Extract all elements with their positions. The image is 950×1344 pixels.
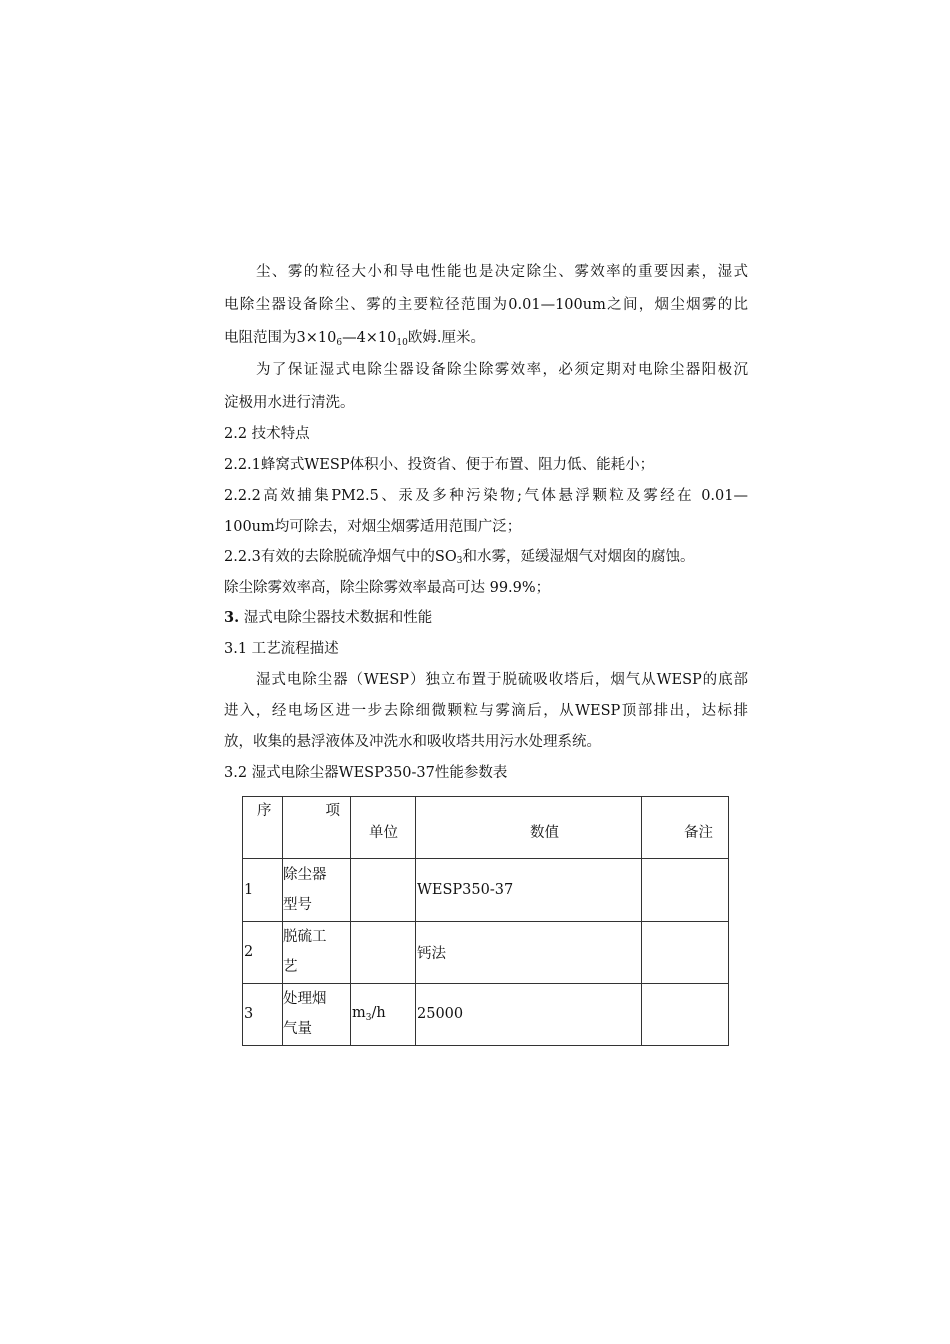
table-header-row bbox=[243, 797, 729, 859]
row-item-line-2: 型号 bbox=[283, 896, 312, 913]
header-item-cell bbox=[283, 797, 351, 859]
row-seq: 1 bbox=[244, 881, 254, 898]
header-seq: 序 bbox=[257, 803, 272, 819]
header-note-cell bbox=[642, 797, 729, 859]
row-item-line-1: 脱硫工 bbox=[283, 929, 327, 946]
list-item-2-2-3-line-2: 除尘除雾效率高，除尘除雾效率最高可达 99.9%； bbox=[224, 580, 551, 596]
list-item-2-2-1: 2.2.1蜂窝式WESP体积小、投资省、便于布置、阻力低、能耗小； bbox=[224, 457, 655, 473]
row-value: WESP350-37 bbox=[417, 881, 514, 898]
header-seq-cell bbox=[243, 797, 283, 859]
row-seq: 2 bbox=[244, 944, 254, 961]
table-row bbox=[243, 859, 729, 921]
list-item-2-2-2-line-1: 2.2.2高效捕集PM2.5、汞及多种污染物;气体悬浮颗粒及雾经在 0.01— bbox=[224, 488, 748, 504]
row-item-line-1: 处理烟 bbox=[283, 991, 327, 1008]
header-unit-cell bbox=[351, 797, 416, 859]
header-value: 数值 bbox=[530, 825, 559, 841]
section-heading-2-2: 2.2 技术特点 bbox=[224, 426, 310, 442]
section-heading-3: 3. 湿式电除尘器技术数据和性能 bbox=[224, 609, 433, 626]
paragraph-3-line-3: 放，收集的悬浮液体及冲洗水和吸收塔共用污水处理系统。 bbox=[224, 734, 601, 750]
paragraph-1-line-3: 电阻范围为$3\times 10_6—4\times 10_{10}$欧姆.厘米。 bbox=[224, 330, 485, 348]
header-value-cell bbox=[416, 797, 642, 859]
section-heading-3-1: 3.1 工艺流程描述 bbox=[224, 641, 339, 657]
paragraph-2-line-2: 淀极用水进行清洗。 bbox=[224, 395, 355, 411]
header-unit: 单位 bbox=[369, 825, 398, 841]
row-item-line-1: 除尘器 bbox=[283, 866, 327, 883]
row-item-line-2: 艺 bbox=[283, 959, 298, 976]
paragraph-3-line-2: 进入，经电场区进一步去除细微颗粒与雾滴后，从WESP顶部排出，达标排 bbox=[224, 703, 748, 719]
header-item: 项 bbox=[325, 803, 340, 819]
paragraph-1-line-1: 尘、雾的粒径大小和导电性能也是决定除尘、雾效率的重要因素，湿式 bbox=[256, 264, 748, 280]
row-value: 25000 bbox=[417, 1006, 464, 1023]
list-item-2-2-2-line-2: 100um均可除去，对烟尘烟雾适用范围广泛； bbox=[224, 519, 522, 535]
row-item-line-2: 气量 bbox=[283, 1021, 312, 1038]
performance-parameter-table bbox=[242, 796, 729, 1046]
row-value: 钙法 bbox=[417, 945, 446, 962]
table-row bbox=[243, 921, 729, 983]
row-unit: $m_3/h$ bbox=[352, 1005, 386, 1024]
row-seq: 3 bbox=[244, 1006, 254, 1023]
list-item-2-2-3-line-1: 2.2.3有效的去除脱硫净烟气中的SO3和水雾，延缓湿烟气对烟囱的腐蚀。 bbox=[224, 549, 695, 566]
table-row bbox=[243, 983, 729, 1045]
paragraph-3-line-1: 湿式电除尘器（WESP）独立布置于脱硫吸收塔后，烟气从WESP的底部 bbox=[256, 672, 748, 688]
paragraph-2-line-1: 为了保证湿式电除尘器设备除尘除雾效率，必须定期对电除尘器阳极沉 bbox=[256, 362, 748, 378]
header-note: 备注 bbox=[684, 825, 713, 841]
paragraph-1-line-2: 电除尘器设备除尘、雾的主要粒径范围为0.01—100um之间，烟尘烟雾的比 bbox=[224, 297, 748, 313]
section-heading-3-2: 3.2 湿式电除尘器WESP350-37性能参数表 bbox=[224, 765, 508, 781]
